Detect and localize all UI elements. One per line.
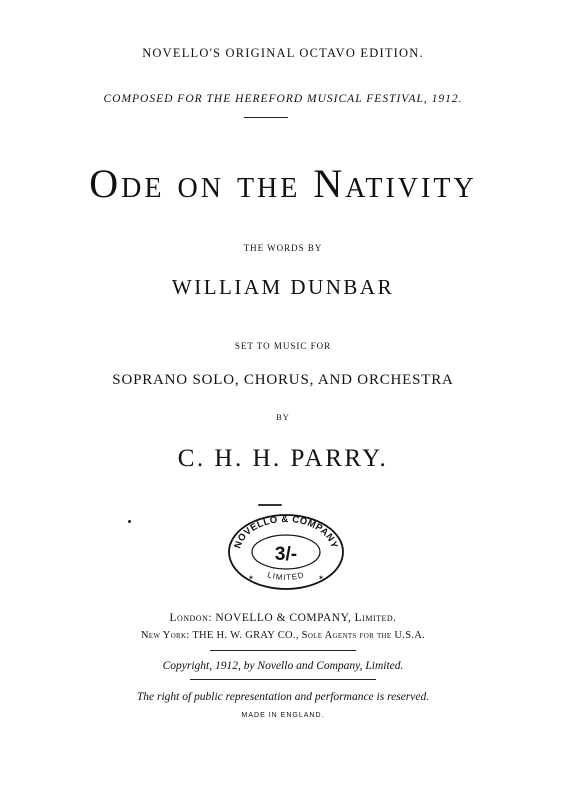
imprint-new-york: New York: THE H. W. GRAY CO., Sole Agents for the U.S.A. [140, 630, 426, 641]
set-to-music-label: SET TO MUSIC FOR [234, 341, 332, 351]
svg-text:LIMITED [266, 570, 305, 582]
divider-rule [210, 650, 356, 651]
words-by-label: THE WORDS BY [243, 243, 323, 253]
by-label: BY [276, 412, 290, 422]
rights-notice: The right of public representation and performance is reserved. [136, 691, 430, 703]
ink-mark [258, 504, 282, 506]
stamp-top-text: NOVELLO & COMPANY [232, 513, 340, 550]
stamp-price: 3/- [274, 544, 298, 565]
star-icon: ✶ [248, 574, 254, 582]
ink-dot [128, 520, 131, 523]
divider-rule [244, 117, 288, 118]
publisher-stamp [226, 510, 346, 590]
performing-forces: SOPRANO SOLO, CHORUS, AND ORCHESTRA [112, 372, 454, 388]
edition-heading: NOVELLO'S ORIGINAL OCTAVO EDITION. [142, 46, 424, 60]
composed-for-line: COMPOSED FOR THE HEREFORD MUSICAL FESTIVAL, 1912. [103, 93, 463, 105]
composer-name: C. H. H. PARRY. [177, 445, 389, 472]
copyright-notice: Copyright, 1912, by Novello and Company, Limited. [162, 660, 404, 672]
page-title: Ode on the Nativity [89, 161, 477, 206]
author-name: WILLIAM DUNBAR [171, 275, 395, 299]
divider-rule [190, 679, 376, 680]
star-icon: ✶ [318, 574, 324, 582]
imprint-london: London: NOVELLO & COMPANY, Limited. [169, 612, 397, 624]
made-in-notice: MADE IN ENGLAND. [241, 712, 325, 719]
stamp-bottom-text: LIMITED [266, 570, 306, 583]
